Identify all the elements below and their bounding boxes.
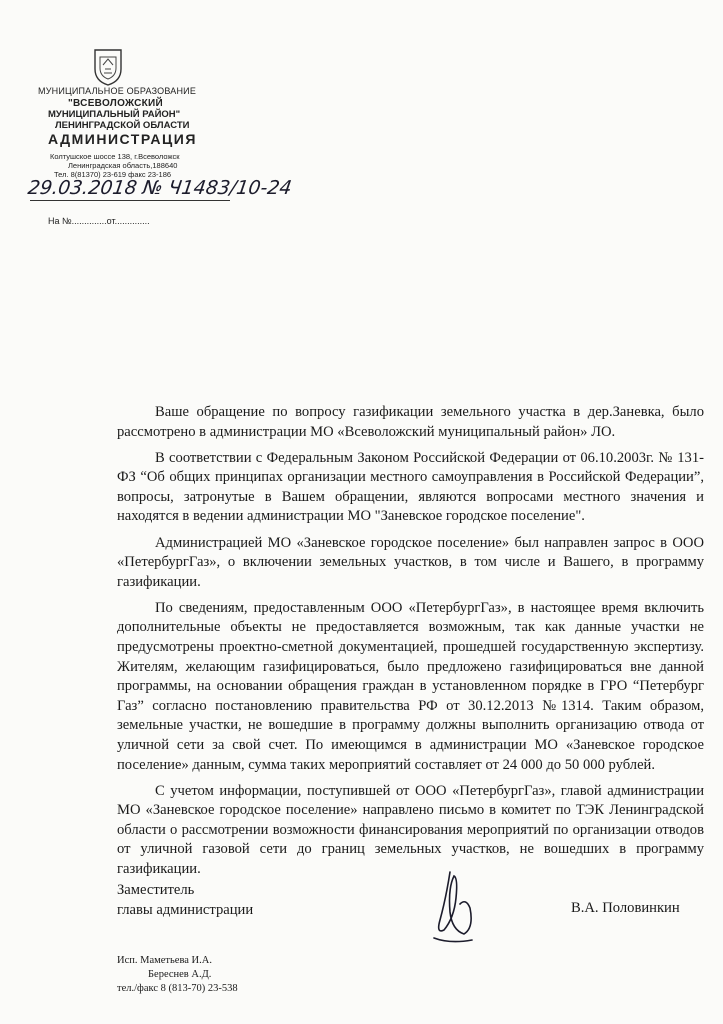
date-underline xyxy=(30,200,230,201)
signer-position-line1: Заместитель xyxy=(117,882,195,898)
outgoing-date-number: 29.03.2018 № Ч1483/10-24 xyxy=(26,177,294,199)
signer-position-line2: главы администрации xyxy=(117,902,254,918)
address-line2: Ленинградская область,188640 xyxy=(68,161,178,170)
address-line3: Тел. 8(81370) 23-619 факс 23-186 xyxy=(54,170,172,179)
org-name-line1: МУНИЦИПАЛЬНОЕ ОБРАЗОВАНИЕ xyxy=(38,86,197,96)
letter-paragraph: С учетом информации, поступившей от ООО «ПетербургГаз», главой администрации МО «Заневское городское поселение» направлено письмо в комитет по ТЭК Ленинградской области о рассмотрении возможности финансирования мероприятий по организации отводов от уличной газовой сети до границ земельных участков, не вошедших в программу газификации. xyxy=(117,782,704,878)
administration-title: АДМИНИСТРАЦИЯ xyxy=(48,131,197,147)
org-name-line2: "ВСЕВОЛОЖСКИЙ xyxy=(68,98,164,109)
org-name-line4: ЛЕНИНГРАДСКОЙ ОБЛАСТИ xyxy=(55,120,190,131)
letter-paragraph: Администрацией МО «Заневское городское поселение» был направлен запрос в ООО «ПетербургГаз», о включении земельных участков, в том числе и Вашего, в программу газификации. xyxy=(117,534,704,590)
coat-of-arms-icon xyxy=(92,47,124,87)
address-line1: Колтушское шоссе 138, г.Всеволожск xyxy=(50,152,180,161)
org-name-line3: МУНИЦИПАЛЬНЫЙ РАЙОН" xyxy=(48,109,181,120)
letter-paragraph: В соответствии с Федеральным Законом Российской Федерации от 06.10.2003г. № 131-ФЗ “Об общих принципах организации местного самоуправления в Российской Федерации”, вопросы, затронутые в Вашем обращении, являются вопросами местного значения и находятся в ведении администрации МО "Заневское городское поселение". xyxy=(117,449,704,525)
signer-name: В.А. Половинкин xyxy=(571,900,680,916)
executor-phone: тел./факс 8 (813-70) 23-538 xyxy=(117,983,238,994)
letter-paragraph: По сведениям, предоставленным ООО «ПетербургГаз», в настоящее время включить дополнительные объекты не предоставляется возможным, так как данные участки не предусмотрены проектно-сметной документацией, прошедшей государственную экспертизу. Жителям, желающим газифицироваться, было предложено газифицироваться вне данной программы, на основании обращения граждан в установленном порядке в ГРО “Петербург Газ” согласно постановлению правительства РФ от 30.12.2013 №1314. Таким образом, земельные участки, не вошедшие в программу должны выполнить организацию отвода от уличной сети за свой счет. По имеющимся в администрации МО «Заневское городское поселение» данным, сумма таких мероприятий составляет от 24 000 до 50 000 рублей. xyxy=(117,599,704,773)
executor-line2: Береснев А.Д. xyxy=(148,969,212,980)
reply-reference: На №..............от.............. xyxy=(48,216,150,226)
letter-body xyxy=(117,403,704,886)
handwritten-signature xyxy=(420,868,490,946)
executor-line1: Исп. Маметьева И.А. xyxy=(117,955,212,966)
letter-paragraph: Ваше обращение по вопросу газификации земельного участка в дер.Заневка, было рассмотрено в администрации МО «Всеволожский муниципальный район» ЛО. xyxy=(117,404,704,440)
